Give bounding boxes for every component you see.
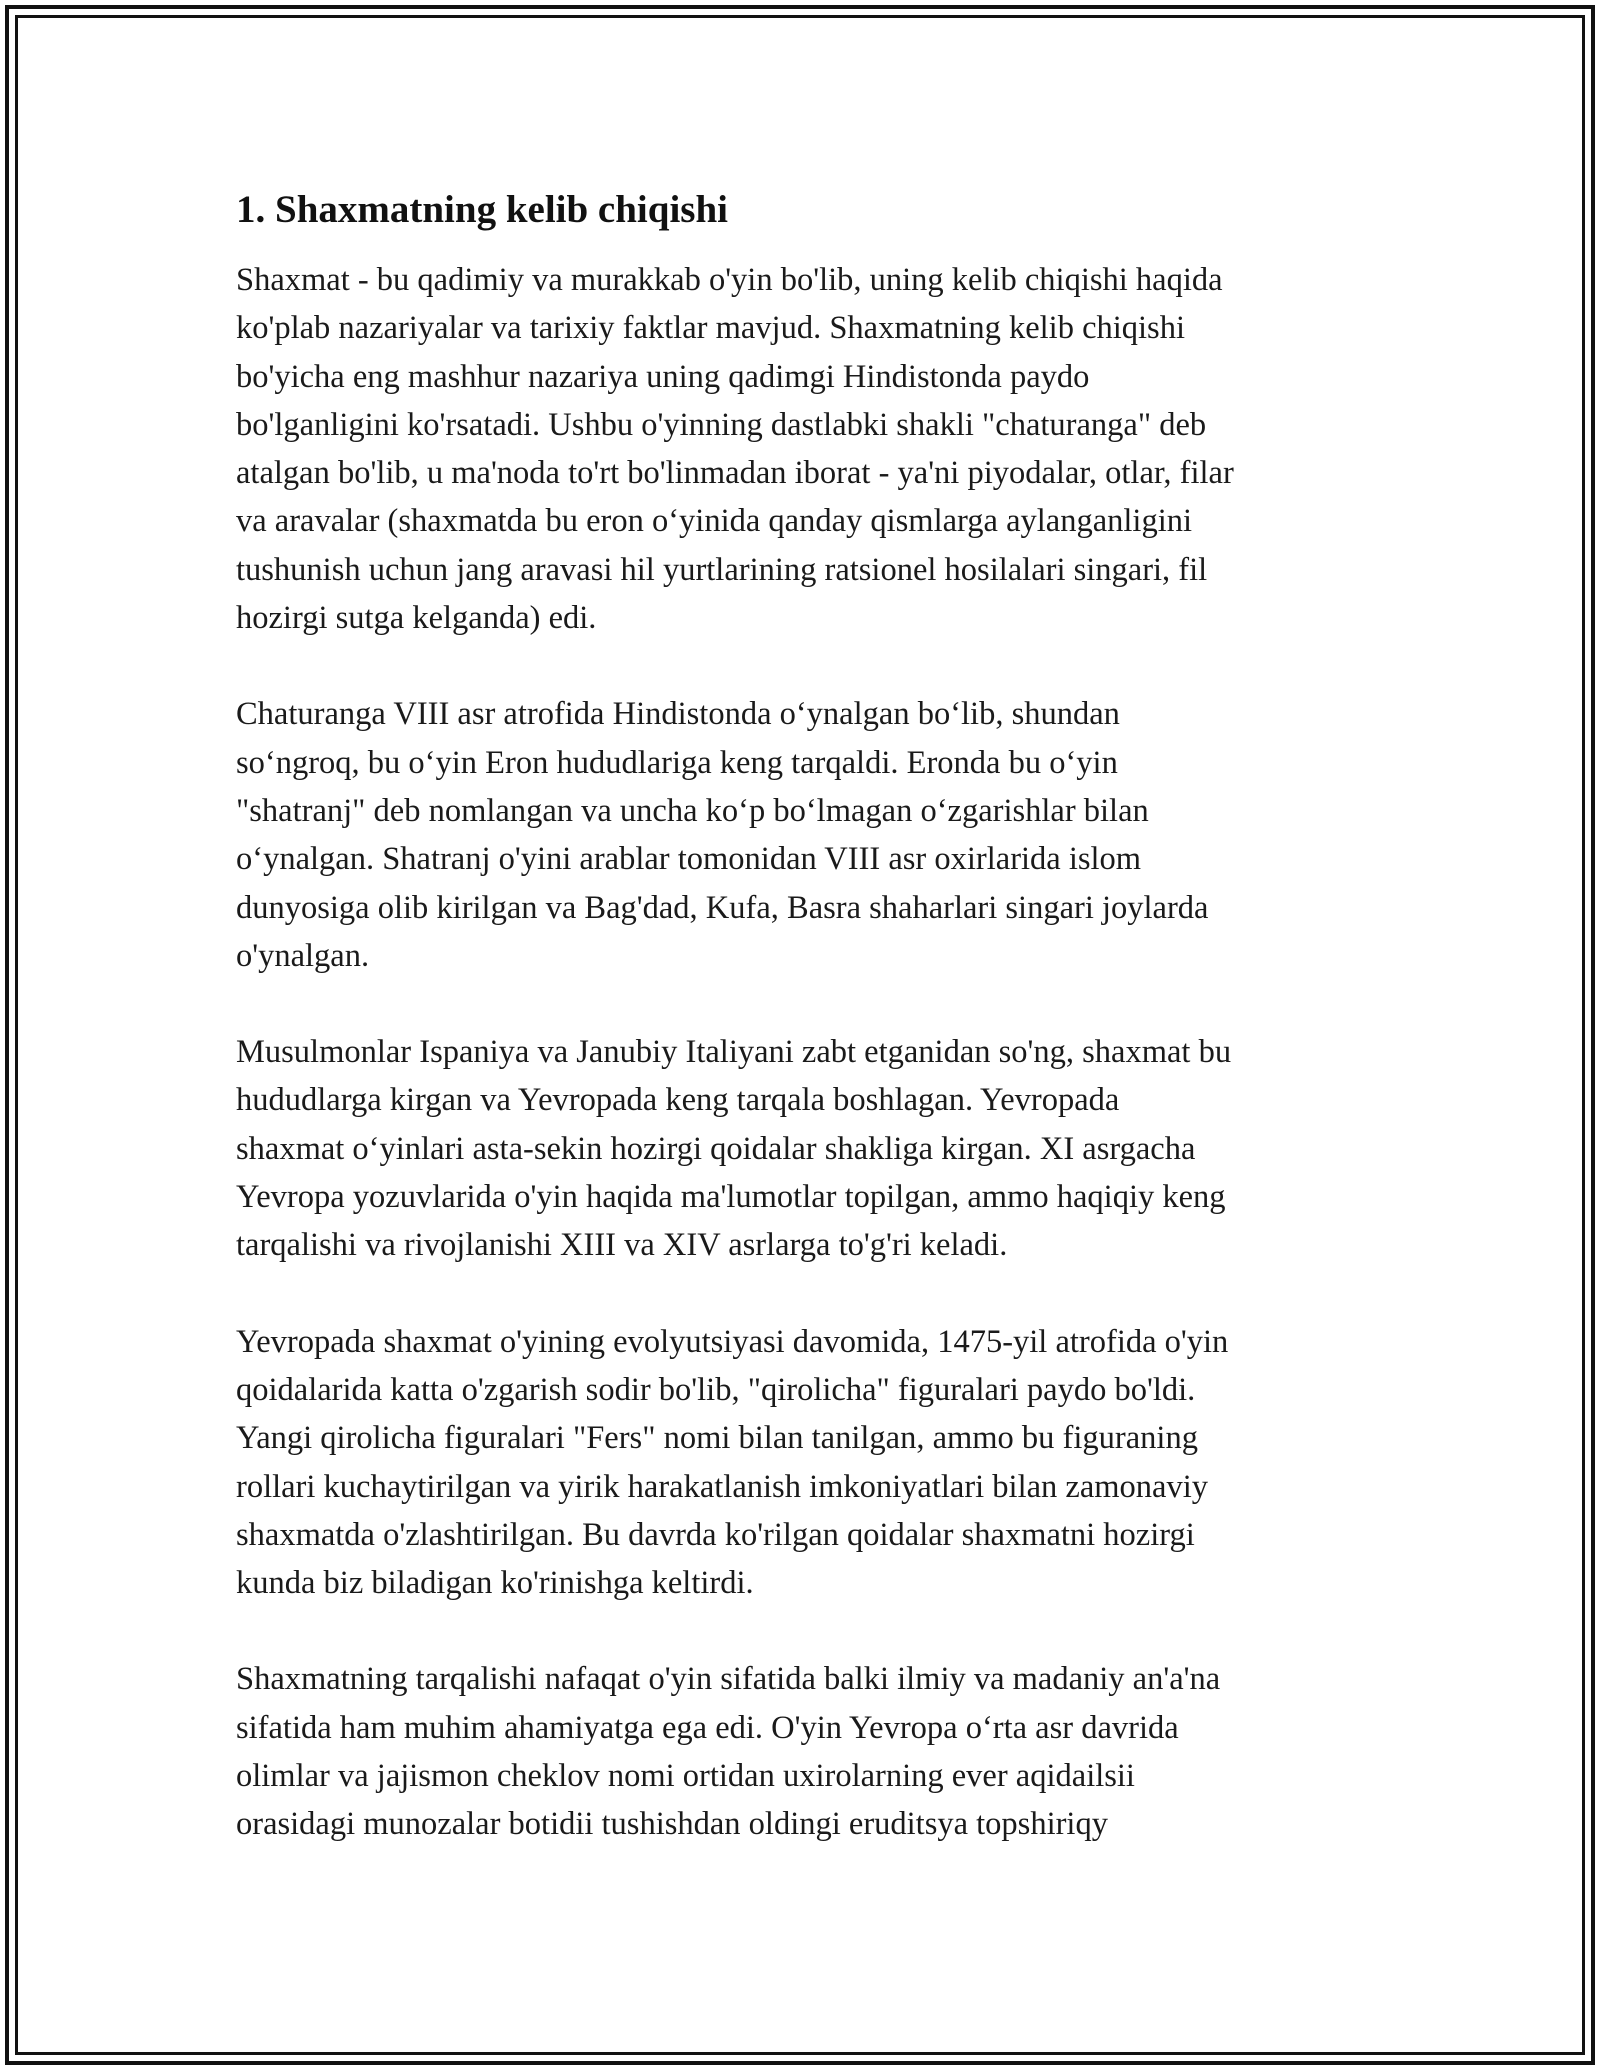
text-line: so‘ngroq, bu o‘yin Eron hududlariga keng tarqaldi. Eronda bu o‘yin <box>236 744 1118 781</box>
text-line: Yevropa yozuvlarida o'yin haqida ma'lumotlar topilgan, ammo haqiqiy keng <box>236 1179 1226 1216</box>
text-line: "shatranj" deb nomlangan va uncha ko‘p bo‘lmagan o‘zgarishlar bilan <box>236 792 1149 829</box>
text-line: Shaxmatning tarqalishi nafaqat o'yin sifatida balki ilmiy va madaniy an'a'na <box>236 1661 1221 1698</box>
text-line: Shaxmat - bu qadimiy va murakkab o'yin bo'lib, uning kelib chiqishi haqida <box>236 262 1223 298</box>
text-line: va aravalar (shaxmatda bu eron o‘yinida qanday qismlarga aylanganligini <box>236 503 1193 540</box>
text-line: tushunish uchun jang aravasi hil yurtlarining ratsionel hosilalari singari, fil <box>236 551 1208 588</box>
text-line: rollari kuchaytirilgan va yirik harakatlanish imkoniyatlari bilan zamonaviy <box>236 1468 1208 1505</box>
body-paragraph <box>236 1655 1376 1848</box>
text-line: shaxmat o‘yinlari asta-sekin hozirgi qoidalar shakliga kirgan. XI asrgacha <box>236 1130 1196 1167</box>
body-paragraph <box>236 256 1376 642</box>
text-line: ko'plab nazariyalar va tarixiy faktlar mavjud. Shaxmatning kelib chiqishi <box>236 310 1185 347</box>
text-line: sifatida ham muhim ahamiyatga ega edi. O'yin Yevropa o‘rta asr davrida <box>236 1709 1179 1746</box>
text-line: Chaturanga VIII asr atrofida Hindistonda o‘ynalgan bo‘lib, shundan <box>236 696 1120 733</box>
text-line: atalgan bo'lib, u ma'noda to'rt bo'linmadan iborat - ya'ni piyodalar, otlar, filar <box>236 455 1234 492</box>
text-line: hozirgi sutga kelganda) edi. <box>236 600 597 637</box>
text-line: tarqalishi va rivojlanishi XIII va XIV asrlarga to'g'ri keladi. <box>236 1227 1008 1264</box>
text-line: shaxmatda o'zlashtirilgan. Bu davrda ko'rilgan qoidalar shaxmatni hozirgi <box>236 1516 1195 1553</box>
text-line: Yevropada shaxmat o'yining evolyutsiyasi davomida, 1475-yil atrofida o'yin <box>236 1323 1229 1360</box>
paragraph-list <box>236 256 1376 1849</box>
text-line: o‘ynalgan. Shatranj o'yini arablar tomonidan VIII asr oxirlarida islom <box>236 841 1142 878</box>
section-title: 1. Shaxmatning kelib chiqishi <box>236 188 728 231</box>
text-line: bo'lganligini ko'rsatadi. Ushbu o'yinning dastlabki shakli "chaturanga" deb <box>236 406 1207 443</box>
text-line: kunda biz biladigan ko'rinishga keltirdi. <box>236 1565 754 1602</box>
text-line: qoidalarida katta o'zgarish sodir bo'lib, "qirolicha" figuralari paydo bo'ldi. <box>236 1371 1196 1408</box>
document-body <box>236 186 1376 1849</box>
text-line: bo'yicha eng mashhur nazariya uning qadimgi Hindistonda paydo <box>236 358 1090 395</box>
text-line: hududlarga kirgan va Yevropada keng tarqala boshlagan. Yevropada <box>236 1082 1120 1119</box>
text-line: Yangi qirolicha figuralari "Fers" nomi bilan tanilgan, ammo bu figuraning <box>236 1420 1198 1457</box>
text-line: olimlar va jajismon cheklov nomi ortidan uxirolarning ever aqidailsii <box>236 1758 1135 1795</box>
text-line: o'ynalgan. <box>236 937 370 974</box>
body-paragraph <box>236 1318 1376 1608</box>
text-line: dunyosiga olib kirilgan va Bag'dad, Kufa, Basra shaharlari singari joylarda <box>236 889 1209 926</box>
body-paragraph <box>236 690 1376 980</box>
text-line: orasidagi munozalar botidii tushishdan oldingi eruditsya topshiriqy <box>236 1806 1108 1843</box>
text-line: Musulmonlar Ispaniya va Janubiy Italiyani zabt etganidan so'ng, shaxmat bu <box>236 1034 1232 1071</box>
body-paragraph <box>236 1028 1376 1269</box>
